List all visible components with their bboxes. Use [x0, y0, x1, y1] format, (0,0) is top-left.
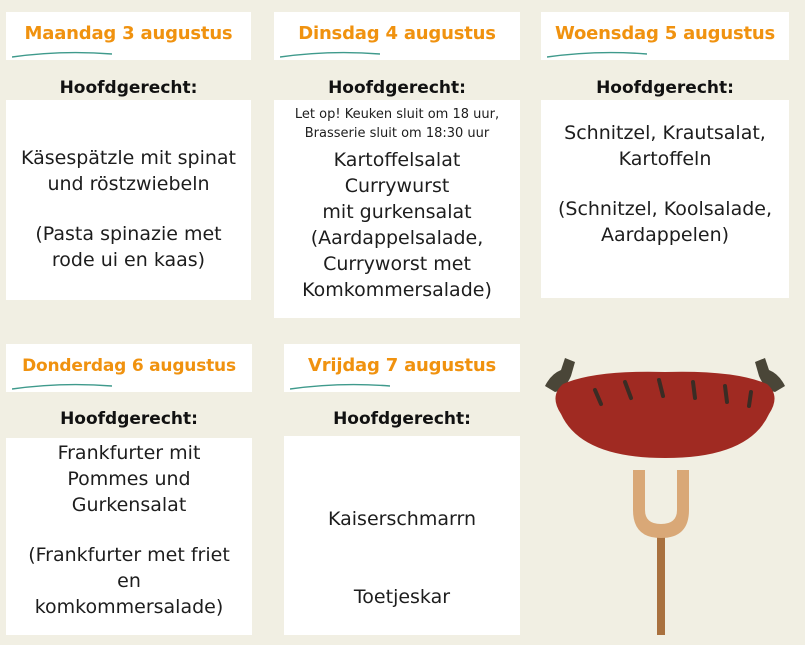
notice-line: Brasserie sluit om 18:30 uur	[304, 126, 490, 141]
dish-line: Kaiserschmarrn	[328, 508, 476, 530]
day-header-monday	[6, 12, 251, 60]
dish-translation-line: komkommersalade)	[34, 596, 224, 618]
swoosh-divider-icon	[280, 51, 380, 59]
day-title: Maandag 3 augustus	[24, 23, 233, 44]
dish-line: Schnitzel, Krautsalat,	[564, 122, 766, 144]
dish-translation-line: Komkommersalade)	[302, 279, 492, 301]
swoosh-divider-icon	[547, 51, 647, 59]
main-course-heading: Hoofdgerecht:	[333, 409, 471, 429]
main-course-heading: Hoofdgerecht:	[60, 409, 198, 429]
dish-translation-line: en	[117, 570, 141, 592]
dish-line: Kartoffelsalat	[333, 149, 461, 171]
day-header-friday	[284, 344, 520, 392]
day-header-wednesday	[541, 12, 789, 60]
sausage-on-fork-icon	[535, 350, 795, 635]
day-title: Woensdag 5 augustus	[555, 23, 775, 44]
main-course-heading: Hoofdgerecht:	[59, 78, 198, 98]
swoosh-divider-icon	[290, 383, 390, 391]
dish-translation-line: (Aardappelsalade,	[310, 227, 484, 249]
dish-translation-line: Curryworst met	[323, 253, 471, 275]
menu-box-wednesday	[541, 100, 789, 298]
dish-line: mit gurkensalat	[322, 201, 472, 223]
dish-line: Käsespätzle mit spinat	[20, 147, 237, 169]
day-title: Donderdag 6 augustus	[22, 356, 236, 376]
dish-line: Kartoffeln	[618, 148, 712, 170]
day-header-thursday	[6, 344, 252, 392]
dish-line: Pommes und	[67, 468, 191, 490]
dish-translation-line: (Pasta spinazie met	[35, 223, 222, 245]
main-course-heading: Hoofdgerecht:	[596, 78, 734, 98]
dish-translation-line: Aardappelen)	[600, 224, 730, 246]
main-course-heading: Hoofdgerecht:	[328, 78, 466, 98]
menu-box-monday	[6, 100, 251, 300]
dish-translation-line: (Schnitzel, Koolsalade,	[557, 198, 773, 220]
notice-line: Let op! Keuken sluit om 18 uur,	[294, 107, 500, 122]
day-header-tuesday	[274, 12, 520, 60]
swoosh-divider-icon	[12, 383, 112, 391]
dessert-line: Toetjeskar	[353, 586, 451, 608]
dish-translation-line: (Frankfurter met friet	[28, 544, 230, 566]
swoosh-divider-icon	[12, 51, 112, 59]
day-title: Dinsdag 4 augustus	[298, 23, 496, 44]
menu-box-friday	[284, 436, 520, 635]
day-title: Vrijdag 7 augustus	[307, 355, 497, 376]
dish-line: Frankfurter mit	[57, 442, 201, 464]
dish-translation-line: rode ui en kaas)	[51, 249, 206, 271]
dish-line: Currywurst	[344, 175, 450, 197]
dish-line: Gurkensalat	[71, 494, 187, 516]
dish-line: und röstzwiebeln	[47, 173, 210, 195]
menu-box-tuesday	[274, 100, 520, 318]
menu-box-thursday	[6, 438, 252, 635]
